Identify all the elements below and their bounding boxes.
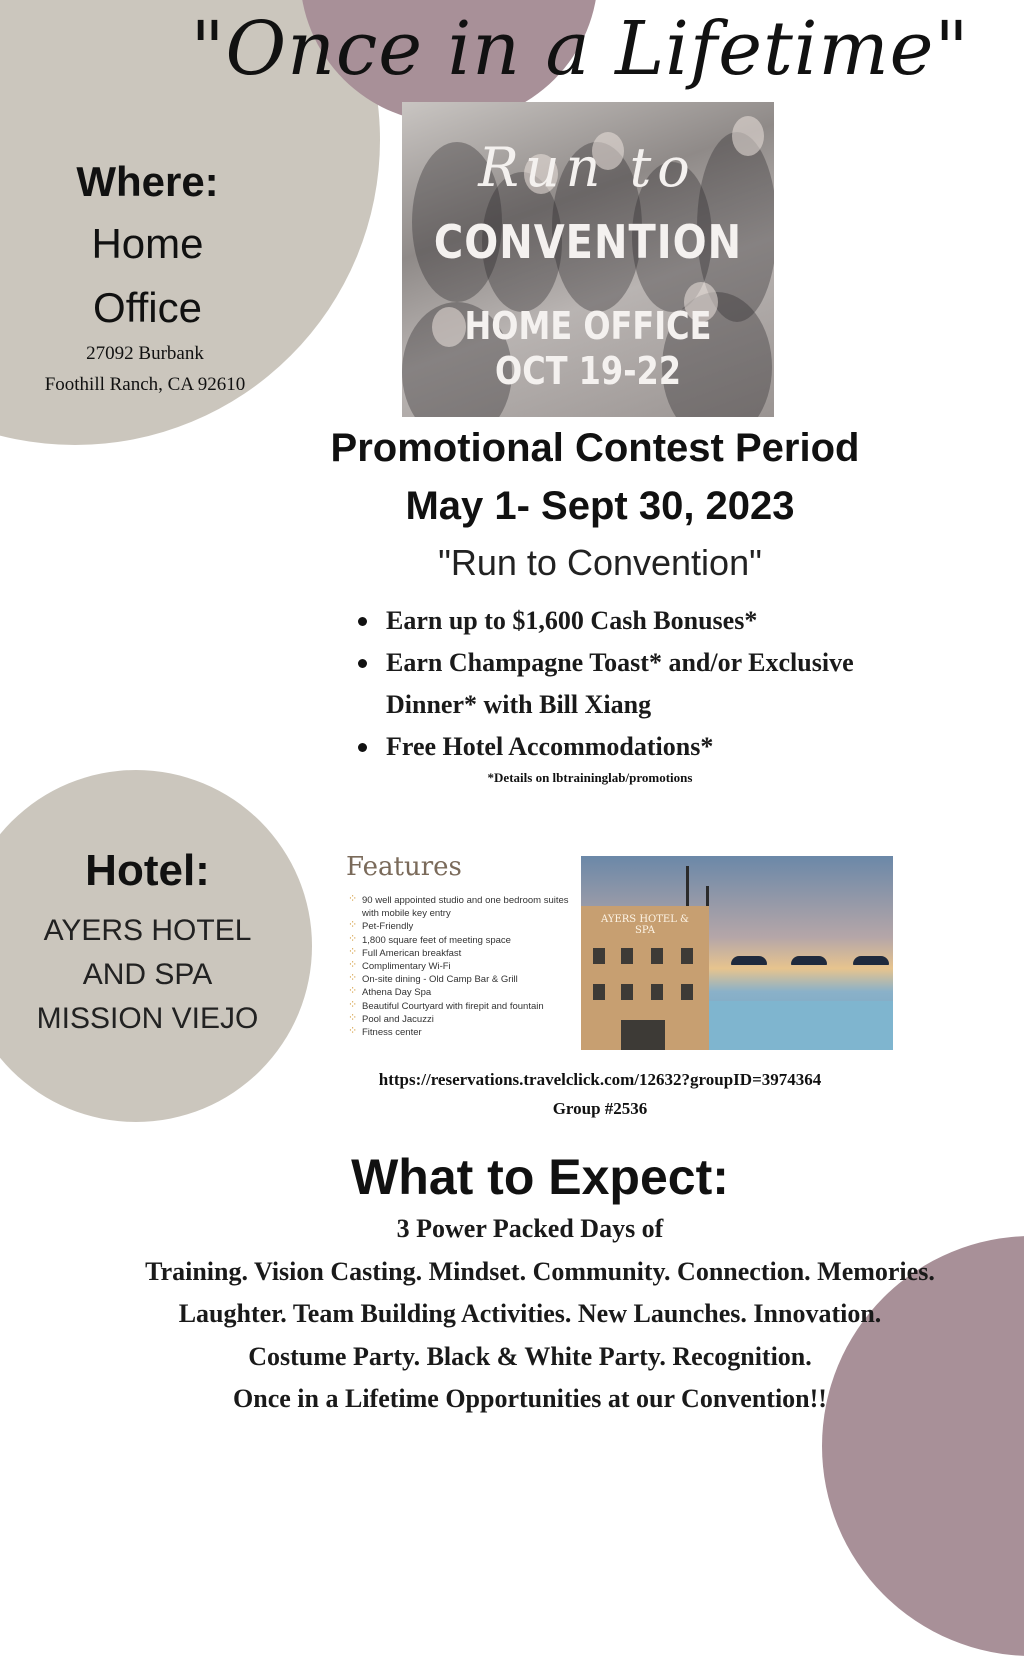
details-footnote: *Details on lbtraininglab/promotions (487, 770, 693, 785)
pool-umbrella (853, 956, 889, 965)
list-item: Free Hotel Accommodations* (358, 726, 878, 768)
hotel-features-panel (336, 850, 581, 1050)
contest-tagline: "Run to Convention" (438, 542, 762, 583)
window (651, 984, 663, 1000)
feature-item: ⁘ Athena Day Spa (348, 986, 578, 999)
hotel-name-line2: AND SPA (82, 958, 213, 991)
where-location-line2: Office (93, 284, 202, 331)
hotel-name-line1: AYERS HOTEL (43, 914, 252, 947)
photo-location: HOME OFFICE (464, 303, 712, 349)
pool-umbrella (731, 956, 767, 965)
feature-item: ⁘ Pool and Jacuzzi (348, 1013, 578, 1026)
expect-line: Costume Party. Black & White Party. Recognition. (248, 1342, 812, 1371)
feature-item: ⁘ On-site dining - Old Camp Bar & Grill (348, 973, 578, 986)
booking-link[interactable]: https://reservations.travelclick.com/12632?groupID=3974364 (378, 1070, 822, 1089)
pool-umbrella (791, 956, 827, 965)
hotel-building (581, 906, 709, 1050)
feature-item: ⁘ Full American breakfast (348, 947, 578, 960)
group-number: Group #2536 (552, 1099, 648, 1118)
feature-item: ⁘ Fitness center (348, 1026, 578, 1039)
hotel-photo (581, 856, 893, 1050)
features-title: Features (346, 852, 462, 882)
features-list (348, 894, 578, 1039)
photo-script-text: Run to (478, 136, 696, 199)
expect-line: Once in a Lifetime Opportunities at our Convention!! (233, 1384, 827, 1413)
expect-line: Training. Vision Casting. Mindset. Community. Connection. Memories. (145, 1257, 935, 1286)
page-title: "Once in a Lifetime" (190, 6, 970, 92)
expect-line: 3 Power Packed Days of (396, 1214, 664, 1243)
hotel-name-line3: MISSION VIEJO (36, 1002, 259, 1035)
photo-dates: OCT 19-22 (495, 348, 681, 394)
feature-item: ⁘ 1,800 square feet of meeting space (348, 934, 578, 947)
promo-photo (402, 102, 774, 417)
window (651, 948, 663, 964)
contest-title: Promotional Contest Period (330, 426, 860, 470)
feature-item: ⁘ Pet-Friendly (348, 920, 578, 933)
window (681, 984, 693, 1000)
window (681, 948, 693, 964)
address-city: Foothill Ranch, CA 92610 (44, 374, 246, 395)
contest-benefits-list (358, 600, 878, 768)
feature-item: ⁘ Complimentary Wi-Fi (348, 960, 578, 973)
expect-heading: What to Expect: (351, 1149, 729, 1205)
pool (709, 1001, 893, 1050)
hotel-sign: AYERS HOTEL & SPA (601, 914, 689, 936)
entrance (621, 1020, 665, 1050)
list-item: Earn up to $1,600 Cash Bonuses* (358, 600, 878, 642)
where-location-line1: Home (91, 220, 204, 267)
address-street: 27092 Burbank (86, 343, 204, 364)
window (621, 948, 633, 964)
feature-item: ⁘ 90 well appointed studio and one bedroom suites with mobile key entry (348, 894, 578, 920)
window (593, 984, 605, 1000)
contest-dates: May 1- Sept 30, 2023 (405, 484, 795, 528)
feature-item: ⁘ Beautiful Courtyard with firepit and fountain (348, 1000, 578, 1013)
window (621, 984, 633, 1000)
list-item: Earn Champagne Toast* and/or Exclusive Dinner* with Bill Xiang (358, 642, 878, 726)
photo-headline: CONVENTION (433, 216, 743, 270)
where-heading: Where: (76, 158, 219, 205)
expect-line: Laughter. Team Building Activities. New Launches. Innovation. (178, 1299, 882, 1328)
window (593, 948, 605, 964)
hotel-heading: Hotel: (85, 846, 210, 895)
